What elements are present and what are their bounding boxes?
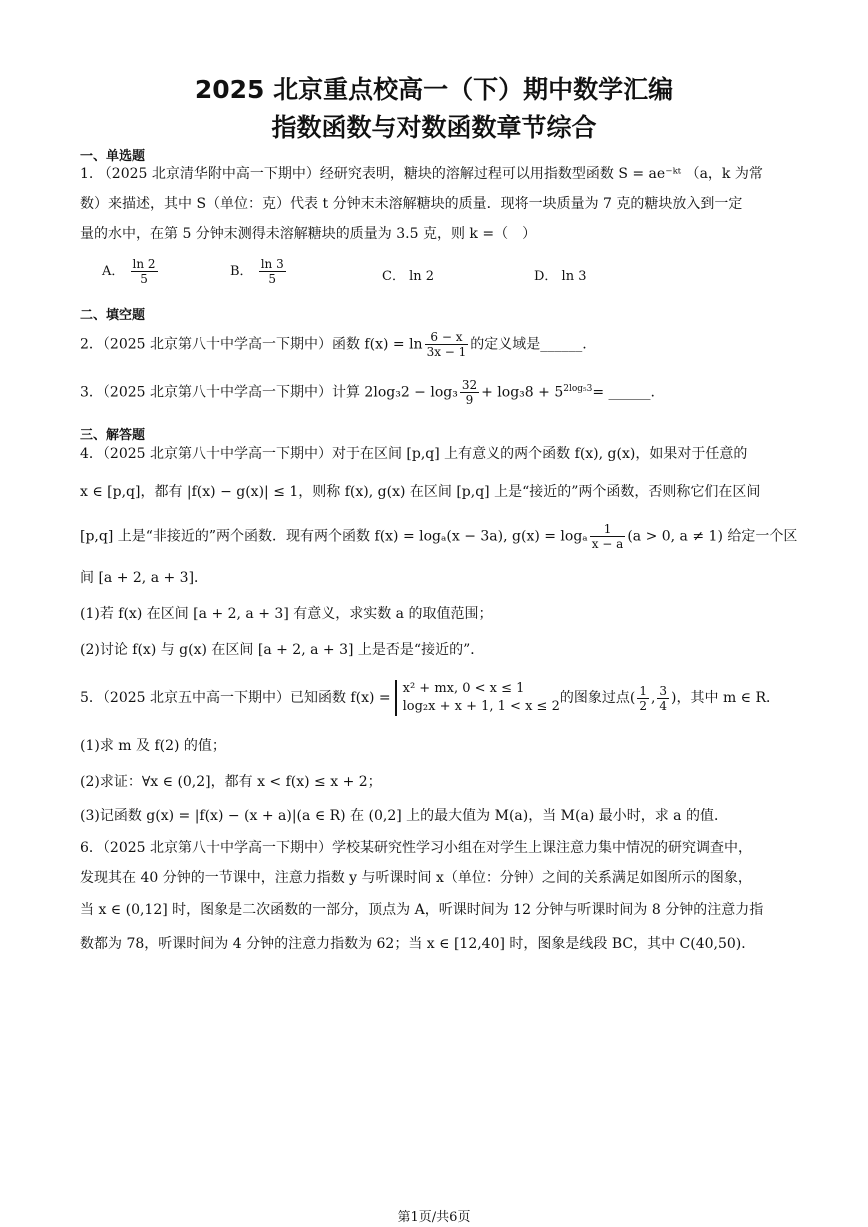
q1-option-d: D． ln 3 (534, 269, 587, 284)
q4-line2: x ∈ [p,q]，都有 |f(x) − g(x)| ≤ 1，则称 f(x), g(x) 在区间 [p,q] 上是“接近的”两个函数，否则称它们在区间 (80, 484, 761, 500)
q1-line2: 数）来描述，其中 S（单位：克）代表 t 分钟末未溶解糖块的质量．现将一块质量为 7 克的糖块放入到一定 (80, 196, 743, 212)
q6-line4: 数都为 78，听课时间为 4 分钟的注意力指数为 62；当 x ∈ [12,40] 时，图象是线段 BC，其中 C(40,50)． (80, 936, 756, 952)
q1-option-c: C． ln 2 (382, 269, 435, 284)
page-footer: 第1页/共6页 (397, 1210, 471, 1225)
q4-part2: (2)讨论 f(x) 与 g(x) 在区间 [a + 2, a + 3] 上是否是“接近的”． (80, 642, 485, 658)
q4-line1: 4．（2025 北京第八十中学高一下期中）对于在区间 [p,q] 上有意义的两个函数 f(x), g(x)，如果对于任意的 (80, 446, 748, 462)
section-heading-fill-in: 二、填空题 (80, 308, 146, 323)
q4-part1: (1)若 f(x) 在区间 [a + 2, a + 3] 有意义，求实数 a 的取值范围； (80, 606, 493, 622)
q6-line3: 当 x ∈ (0,12] 时，图象是二次函数的一部分，顶点为 A，听课时间为 12 分钟与听课时间为 8 分钟的注意力指 (80, 902, 764, 918)
q1-line3: 量的水中，在第 5 分钟末测得未溶解糖块的质量为 3.5 克，则 k =（ ） (80, 226, 537, 242)
q5-part3: (3)记函数 g(x) = |f(x) − (x + a)|(a ∈ R) 在 (0,2] 上的最大值为 M(a)，当 M(a) 最小时，求 a 的值． (80, 808, 728, 824)
q6-line2: 发现其在 40 分钟的一节课中，注意力指数 y 与听课时间 x（单位：分钟）之间的关系满足如图所示的图象， (80, 870, 752, 886)
q1-line1: 1. （2025 北京清华附中高一下期中）经研究表明，糖块的溶解过程可以用指数型函数 S = ae⁻ᵏᵗ （a，k 为常 (80, 166, 763, 182)
q5-part2: (2)求证：∀x ∈ (0,2]，都有 x < f(x) ≤ x + 2； (80, 774, 382, 790)
q3-line: 3．（2025 北京第八十中学高一下期中）计算 2log₃2 − log₃ $\frac{32}{9}$ + $\log_38 + 5^{2log_53}=$ ______. (80, 378, 655, 407)
q5-part1: (1)求 m 及 f(2) 的值； (80, 738, 226, 754)
q2-line: 2．（2025 北京第八十中学高一下期中）函数 f(x) = ln $\frac{6 - x}{3x - 1}$ 的定义域是______. (80, 330, 587, 359)
q4-line3: [p,q] 上是“非接近的”两个函数．现有两个函数 f(x) = logₐ(x − 3a), g(x) = logₐ $\frac{1}{x - a}$ (a > 0, a ≠ 1) 给定一个区 (80, 522, 798, 551)
page-subtitle: 指数函数与对数函数章节综合 (271, 113, 597, 142)
q1-option-a: A． $\frac{\ln 2}{5}$ (102, 257, 156, 286)
section-heading-answer: 三、解答题 (80, 428, 146, 443)
q1-option-b: B． $\frac{\ln 3}{5}$ (230, 257, 284, 286)
q6-line1: 6．（2025 北京第八十中学高一下期中）学校某研究性学习小组在对学生上课注意力集中情况的研究调查中， (80, 840, 752, 856)
q5-line: 5．（2025 北京五中高一下期中）已知函数 f(x) = x² + mx, 0 < x ≤ 1 log₂x + x + 1, 1 < x ≤ 2 的图象过点( $\frac{1}{2}$ , $\frac{3}{4}$ )，其中 m ∈ R． (80, 681, 781, 714)
page-title: 2025 北京重点校高一（下）期中数学汇编 (194, 75, 674, 104)
q4-line4: 间 [a + 2, a + 3]． (80, 570, 209, 586)
section-heading-single-choice: 一、单选题 (80, 149, 146, 164)
